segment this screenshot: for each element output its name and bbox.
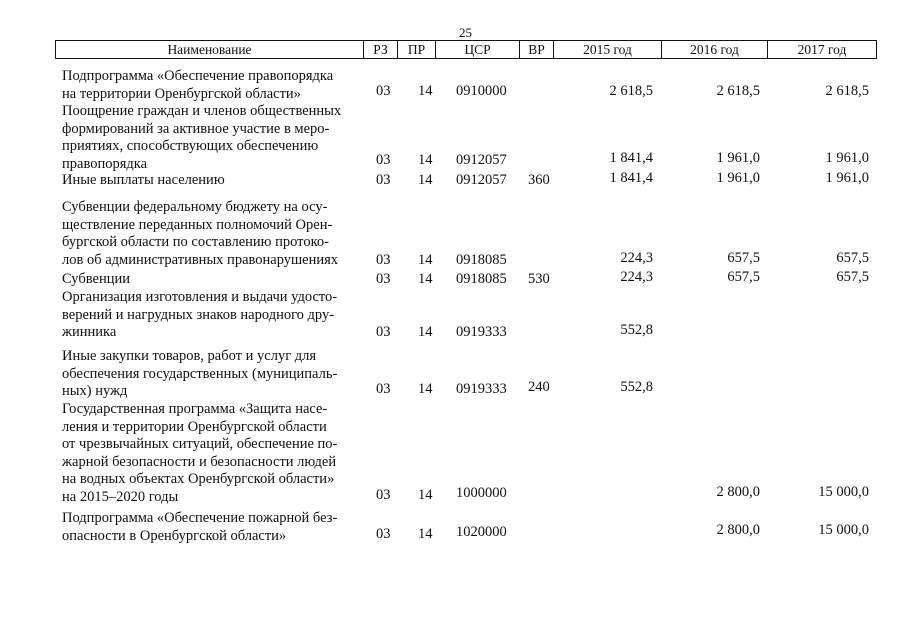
- row-rz: 03: [376, 324, 391, 340]
- row-2017: 1 961,0: [825, 170, 869, 186]
- row-vr: 530: [528, 271, 550, 287]
- row-2017: 15 000,0: [818, 522, 869, 538]
- row-name: Организация изготовления и выдачи удосто- верений и нагрудных знаков народного дру- жинника: [62, 289, 338, 341]
- row-2015: 1 841,4: [609, 170, 653, 186]
- row-name: Подпрограмма «Обеспечение правопорядка на территории Оренбургской области»: [62, 68, 334, 102]
- row-rz: 03: [376, 526, 391, 542]
- row-name: Иные выплаты населению: [62, 172, 225, 188]
- row-csr: 1020000: [456, 524, 507, 540]
- row-vr: 240: [528, 379, 550, 395]
- row-2017: 15 000,0: [818, 484, 869, 500]
- row-2015: 224,3: [620, 269, 653, 285]
- row-csr: 0912057: [456, 172, 507, 188]
- row-name: Иные закупки товаров, работ и услуг для обеспечения государственных (муниципаль- ных) нужд: [62, 348, 338, 400]
- row-pr: 14: [418, 152, 433, 168]
- header-pr: ПР: [398, 41, 436, 58]
- row-rz: 03: [376, 487, 391, 503]
- row-pr: 14: [418, 487, 433, 503]
- page-number: 25: [459, 25, 472, 40]
- row-csr: 1000000: [456, 485, 507, 501]
- row-2016: 2 618,5: [716, 83, 760, 99]
- row-csr: 0919333: [456, 324, 507, 340]
- row-name: Государственная программа «Защита насе- ления и территории Оренбургской области от чрезвычайных ситуаций, обеспечение по- жарной безопасности и безопасности людей на водных объектах Оренбургской области» на 2015–2020 годы: [62, 401, 338, 505]
- row-rz: 03: [376, 381, 391, 397]
- row-name: Субвенции: [62, 271, 130, 287]
- row-rz: 03: [376, 172, 391, 188]
- row-csr: 0910000: [456, 83, 507, 99]
- header-2017: 2017 год: [797, 42, 847, 57]
- row-csr: 0912057: [456, 152, 507, 168]
- row-pr: 14: [418, 381, 433, 397]
- row-2016: 1 961,0: [716, 150, 760, 166]
- header-vr: ВР: [520, 41, 554, 58]
- header-rz: РЗ: [364, 41, 398, 58]
- row-rz: 03: [376, 83, 391, 99]
- row-csr: 0919333: [456, 381, 507, 397]
- row-pr: 14: [418, 172, 433, 188]
- row-csr: 0918085: [456, 271, 507, 287]
- row-2015: 552,8: [620, 379, 653, 395]
- row-2015: 552,8: [620, 322, 653, 338]
- row-2016: 1 961,0: [716, 170, 760, 186]
- row-2017: 657,5: [836, 269, 869, 285]
- header-csr: ЦСР: [436, 41, 520, 58]
- row-name: Поощрение граждан и членов общественных формирований за активное участие в меро- приятиях, способствующих обеспечению правопорядка: [62, 103, 342, 172]
- header-2016: 2016 год: [662, 41, 768, 58]
- row-2016: 657,5: [727, 250, 760, 266]
- row-2016: 657,5: [727, 269, 760, 285]
- header-name: Наименование: [56, 41, 364, 58]
- row-2015: 1 841,4: [609, 150, 653, 166]
- row-2016: 2 800,0: [716, 484, 760, 500]
- row-csr: 0918085: [456, 252, 507, 268]
- row-rz: 03: [376, 252, 391, 268]
- row-pr: 14: [418, 252, 433, 268]
- row-2016: 2 800,0: [716, 522, 760, 538]
- row-name: Субвенции федеральному бюджету на осу- ществление переданных полномочий Орен- бургской области по составлению протоко- лов об административных правонарушениях: [62, 199, 339, 268]
- row-name: Подпрограмма «Обеспечение пожарной без- опасности в Оренбургской области»: [62, 510, 338, 544]
- row-2017: 1 961,0: [825, 150, 869, 166]
- row-pr: 14: [418, 83, 433, 99]
- row-rz: 03: [376, 152, 391, 168]
- row-2017: 2 618,5: [825, 83, 869, 99]
- row-vr: 360: [528, 172, 550, 188]
- row-2015: 2 618,5: [609, 83, 653, 99]
- row-rz: 03: [376, 271, 391, 287]
- row-2015: 224,3: [620, 250, 653, 266]
- header-2015: 2015 год: [554, 41, 662, 58]
- row-pr: 14: [418, 271, 433, 287]
- row-pr: 14: [418, 324, 433, 340]
- row-pr: 14: [418, 526, 433, 542]
- row-2017: 657,5: [836, 250, 869, 266]
